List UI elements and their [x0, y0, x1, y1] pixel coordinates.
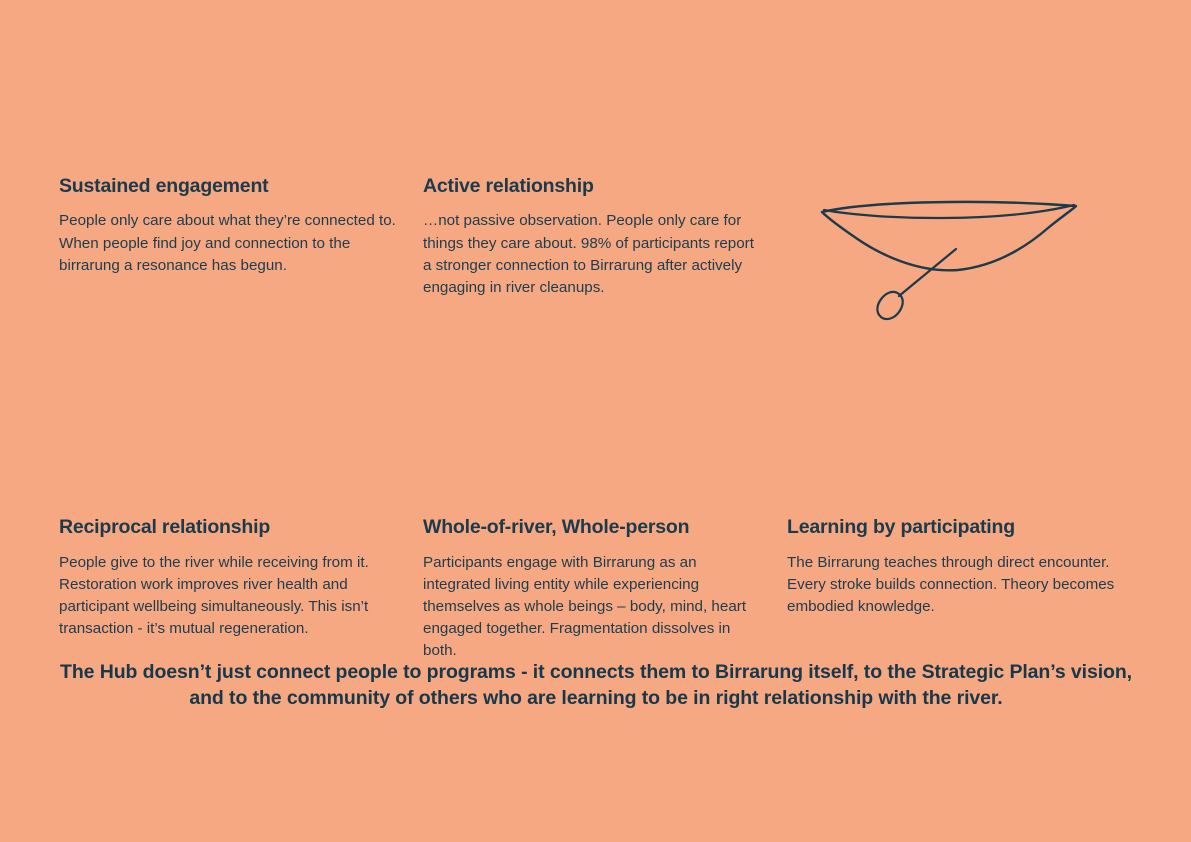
cards-row-1: [59, 175, 1129, 299]
left-edge-strip: [0, 0, 7, 842]
card-active-relationship: [423, 175, 787, 299]
card-body: People only care about what they’re connected to. When people find joy and connection to the birrarung a resonance has begun.: [59, 212, 396, 274]
card-body: People give to the river while receiving from it. Restoration work improves river health and participant wellbeing simultaneously. This isn’t transaction - it’s mutual regeneration.: [59, 553, 369, 638]
card-title: Reciprocal relationship: [59, 516, 271, 539]
card-title: Whole-of-river, Whole-person: [423, 516, 690, 539]
card-reciprocal-relationship: [59, 516, 423, 640]
content-grid: [59, 175, 1129, 662]
card-body: Participants engage with Birrarung as an integrated living entity while experiencing themselves as whole beings – body, mind, heart engaged together. Fragmentation dissolves in both.: [423, 553, 747, 660]
card-title: Active relationship: [423, 175, 594, 197]
card-title: Sustained engagement: [59, 175, 269, 197]
card-body: …not passive observation. People only care for things they care about. 98% of participants report a stronger connection to Birrarung after actively engaging in river cleanups.: [423, 212, 754, 296]
card-learning-by-participating: [787, 516, 1129, 618]
row-spacer: [59, 299, 1129, 516]
card-title: Learning by participating: [787, 516, 1015, 539]
footer-statement: The Hub doesn’t just connect people to programs - it connects them to Birrarung itself, to the Strategic Plan’s vision, and to the community of others who are learning to be in right relationship with the river.: [60, 661, 1132, 709]
cards-row-2: [59, 516, 1129, 662]
card-body: The Birrarung teaches through direct encounter. Every stroke builds connection. Theory becomes embodied knowledge.: [787, 553, 1115, 615]
card-whole-of-river-whole-person: [423, 516, 787, 662]
card-sustained-engagement: [59, 175, 423, 277]
